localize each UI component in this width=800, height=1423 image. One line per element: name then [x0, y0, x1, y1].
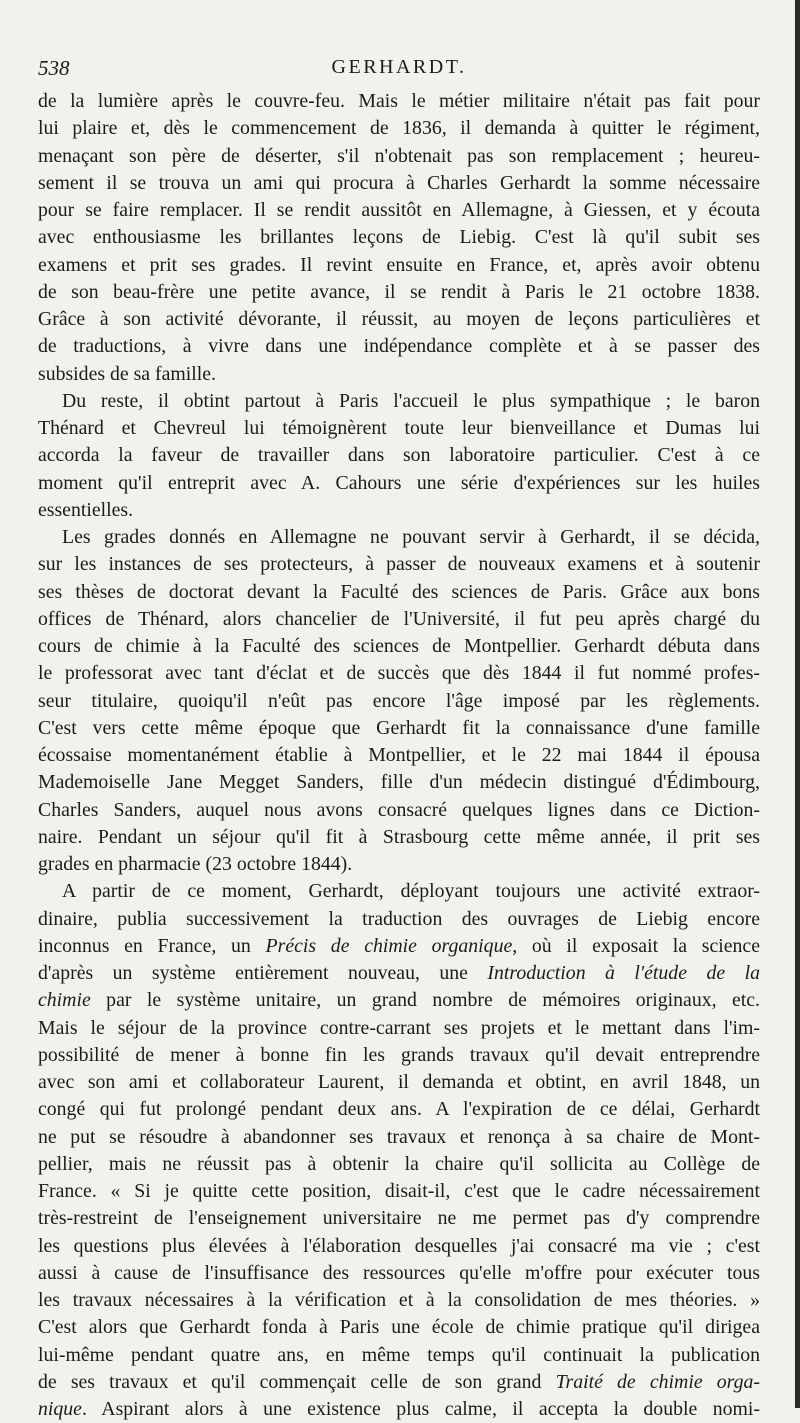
text-line [38, 1015, 760, 1042]
line-text-after: par le système unitaire, un grand nombre de mémoires originaux, etc. [90, 989, 760, 1012]
text-line [38, 197, 760, 224]
text-line [38, 606, 760, 633]
line-text: Charles Sanders, auquel nous avons consacré quelques lignes dans ce Diction- [38, 798, 760, 821]
line-text: lui-même pendant quatre ans, en même temps qu'il continuait la publication [38, 1343, 760, 1366]
text-line [38, 224, 760, 251]
italic-title: Précis de chimie organique [265, 934, 513, 957]
text-line [38, 1369, 760, 1396]
text-line [38, 1314, 760, 1341]
line-text: de son beau-frère une petite avance, il se rendit à Paris le 21 octobre 1838. [38, 280, 760, 303]
text-line [38, 88, 760, 115]
line-text: lui plaire et, dès le commencement de 1836, il demanda à quitter le régiment, [38, 117, 760, 140]
text-line [38, 1124, 760, 1151]
line-text: avec enthousiasme les brillantes leçons de Liebig. C'est là qu'il subit ses [38, 226, 760, 249]
line-text: de ses travaux et qu'il commençait celle de son grand [38, 1370, 556, 1393]
text-line [38, 633, 760, 660]
line-text: sur les instances de ses protecteurs, à passer de nouveaux examens et à soutenir [38, 553, 760, 576]
line-text: de la lumière après le couvre-feu. Mais le métier militaire n'était pas fait pour [38, 90, 760, 112]
line-text: aussi à cause de l'insuffisance des ressources qu'elle m'offre pour exécuter tous [38, 1261, 760, 1284]
text-line [38, 497, 760, 524]
text-line [38, 306, 760, 333]
text-line [38, 906, 760, 933]
line-text: moment qu'il entreprit avec A. Cahours une série d'expériences sur les huiles [38, 471, 760, 494]
text-line [38, 1260, 760, 1287]
line-text: très-restreint de l'enseignement universitaire ne me permet pas d'y comprendre [38, 1207, 760, 1230]
text-line [38, 715, 760, 742]
text-line [38, 960, 760, 987]
line-text: Mademoiselle Jane Megget Sanders, fille d'un médecin distingué d'Édimbourg, [38, 771, 760, 794]
line-text: seur titulaire, quoiqu'il n'eût pas encore l'âge imposé par les règlements. [38, 689, 760, 712]
text-line [38, 415, 760, 442]
running-title: GERHARDT. [331, 56, 467, 78]
line-text: accorda la faveur de travailler dans son laboratoire particulier. C'est à ce [38, 444, 760, 467]
text-line [38, 1151, 760, 1178]
line-text: le professorat avec tant d'éclat et de succès que dès 1844 il fut nommé profes- [38, 662, 760, 685]
line-text: ne put se résoudre à abandonner ses travaux et renonça à sa chaire de Mont- [38, 1125, 760, 1148]
line-text: C'est vers cette même époque que Gerhardt fit la connaissance d'une famille [38, 716, 760, 739]
line-text: les questions plus élevées à l'élaboration desquelles j'ai consacré ma vie ; c'est [38, 1234, 760, 1257]
text-line [38, 551, 760, 578]
line-text: Du reste, il obtint partout à Paris l'accueil le plus sympathique ; le baron [62, 389, 760, 412]
line-text: écossaise momentanément établie à Montpellier, et le 22 mai 1844 il épousa [38, 744, 760, 766]
line-text: ses thèses de doctorat devant la Faculté des sciences de Paris. Grâce aux bons [38, 580, 760, 603]
line-text: France. « Si je quitte cette position, disait-il, c'est que le cadre nécessairement [38, 1180, 760, 1202]
line-text: avec son ami et collaborateur Laurent, il demanda et obtint, en avril 1848, un [38, 1071, 760, 1093]
italic-title: Traité de chimie orga- [555, 1370, 760, 1393]
text-line [38, 1069, 760, 1096]
italic-title: nique [38, 1398, 82, 1420]
text-line [38, 333, 760, 360]
text-line [38, 524, 760, 551]
text-line [38, 579, 760, 606]
text-line [38, 442, 760, 469]
text-line [38, 1342, 760, 1369]
text-line [38, 851, 760, 878]
line-text: pellier, mais ne réussit pas à obtenir la chaire qu'il sollicita au Collège de [38, 1152, 760, 1175]
binding-edge [795, 0, 800, 1408]
line-text: d'après un système entièrement nouveau, une [38, 962, 488, 984]
text-line [38, 388, 760, 415]
line-text: Thénard et Chevreul lui témoignèrent toute leur bienveillance et Dumas lui [38, 417, 760, 439]
article-text [38, 88, 760, 1423]
line-text: C'est alors que Gerhardt fonda à Paris une école de chimie pratique qu'il dirigea [38, 1316, 760, 1339]
line-text: Grâce à son activité dévorante, il réussit, au moyen de leçons particulières et [38, 308, 760, 330]
line-text: offices de Thénard, alors chancelier de l'Université, il fut peu après chargé du [38, 607, 760, 630]
text-line [38, 361, 760, 388]
line-text: menaçant son père de déserter, s'il n'obtenait pas son remplacement ; heureu- [38, 144, 760, 167]
line-text: inconnus en France, un [38, 934, 266, 957]
text-line [38, 252, 760, 279]
text-line [38, 878, 760, 905]
italic-title: chimie [38, 989, 91, 1012]
text-line [38, 1287, 760, 1314]
text-line [38, 987, 760, 1014]
line-text: subsides de sa famille. [38, 362, 216, 385]
line-text: pour se faire remplacer. Il se rendit aussitôt en Allemagne, à Giessen, et y écouta [38, 199, 760, 221]
text-line [38, 1205, 760, 1232]
line-text: Mais le séjour de la province contre-carrant ses projets et le mettant dans l'im- [38, 1016, 760, 1039]
line-text: les travaux nécessaires à la vérification et à la consolidation de mes théories. » [38, 1289, 760, 1311]
text-line [38, 470, 760, 497]
page-number: 538 [38, 56, 70, 80]
line-text: cours de chimie à la Faculté des sciences de Montpellier. Gerhardt débuta dans [38, 635, 760, 657]
page-header [38, 52, 760, 88]
line-text: naire. Pendant un séjour qu'il fit à Strasbourg cette même année, il prit ses [38, 825, 760, 848]
text-line [38, 688, 760, 715]
text-line [38, 824, 760, 851]
text-line [38, 279, 760, 306]
line-text-after: , où il exposait la science [512, 934, 760, 957]
line-text: Les grades donnés en Allemagne ne pouvant servir à Gerhardt, il se décida, [62, 526, 760, 548]
text-line [38, 769, 760, 796]
text-line [38, 1233, 760, 1260]
line-text: essentielles. [38, 498, 134, 521]
text-line [38, 742, 760, 769]
text-line [38, 170, 760, 197]
line-text: sement il se trouva un ami qui procura à Charles Gerhardt la somme nécessaire [38, 171, 760, 194]
line-text: dinaire, publia successivement la traduction des ouvrages de Liebig encore [38, 907, 760, 930]
text-line [38, 1178, 760, 1205]
line-text: congé qui fut prolongé pendant deux ans. A l'expiration de ce délai, Gerhardt [38, 1098, 760, 1121]
text-line [38, 1396, 760, 1423]
line-text: grades en pharmacie (23 octobre 1844). [38, 853, 353, 875]
text-line [38, 1042, 760, 1069]
text-line [38, 1096, 760, 1123]
text-line [38, 660, 760, 687]
line-text: possibilité de mener à bonne fin les grands travaux qu'il devait entreprendre [38, 1043, 760, 1066]
text-line [38, 933, 760, 960]
line-text: de traductions, à vivre dans une indépendance complète et à se passer des [38, 335, 760, 358]
italic-title: Introduction à l'étude de la [487, 962, 760, 984]
line-text: examens et prit ses grades. Il revint ensuite en France, et, après avoir obtenu [38, 253, 760, 276]
line-text-after: . Aspirant alors à une existence plus calme, il accepta la double nomi- [81, 1398, 760, 1420]
line-text: A partir de ce moment, Gerhardt, déployant toujours une activité extraor- [62, 880, 760, 903]
text-line [38, 115, 760, 142]
text-line [38, 797, 760, 824]
text-line [38, 143, 760, 170]
